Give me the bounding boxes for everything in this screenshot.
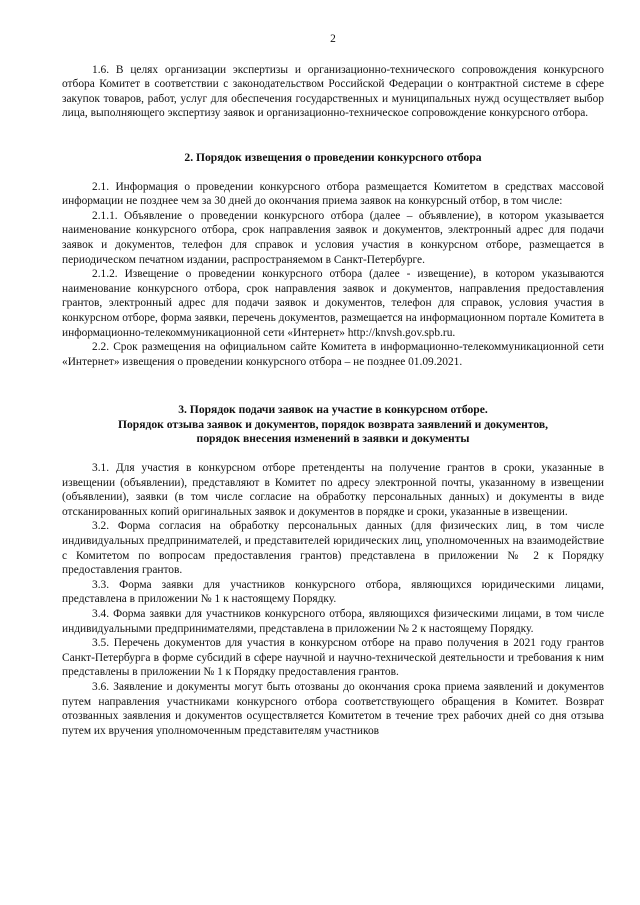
section-3-title-line-1: 3. Порядок подачи заявок на участие в конкурсном отборе. xyxy=(178,403,488,417)
paragraph-3-2: 3.2. Форма согласия на обработку персональных данных (для физических лиц, в том числе индивидуальных предпринимателей, и представителей юридических лиц, уполномоченных на взаимодействие с Комитетом по вопросам предоставления грантов) представлена в приложении № 2 к Порядку предоставления грантов. xyxy=(62,520,604,577)
section-2-title: 2. Порядок извещения о проведении конкурсного отбора xyxy=(184,150,482,164)
section-3-title xyxy=(62,403,604,447)
paragraph-2-1: 2.1. Информация о проведении конкурсного отбора размещается Комитетом в средствах массовой информации не позднее чем за 30 дней до окончания приема заявок на конкурсный отбор, в том числе: xyxy=(62,180,604,208)
paragraph-3-1: 3.1. Для участия в конкурсном отборе претенденты на получение грантов в сроки, указанные в извещении (объявлении), представляют в Комитет по адресу электронной почты, указанному в извещении (объявлении), заявки (в том числе согласие на обработку персональных данных) и документы в виде отсканированных копий оригинальных заявок и документов в порядке и сроки, указанные в извещении. xyxy=(62,462,604,518)
page-number: 2 xyxy=(330,33,336,45)
paragraph-2-1-2: 2.1.2. Извещение о проведении конкурсного отбора (далее - извещение), в котором указываются наименование конкурсного отбора, срок направления заявок и документов, направления предоставления грантов, электронный адрес для подачи заявок и документов, телефон для справок, условия участия в конкурсном отборе, форма заявки, перечень документов, размещается на информационном портале Комитета в информационно-телекоммуникационной сети «Интернет» http://knvsh.gov.spb.ru. xyxy=(62,268,604,339)
document-page xyxy=(62,32,604,738)
paragraph-3-6: 3.6. Заявление и документы могут быть отозваны до окончания срока приема заявлений и документов путем направления участниками конкурсного отбора соответствующего обращения в Комитет. Возврат отозванных заявления и документов осуществляется Комитетом в течение трех рабочих дней со дня отзыва путем их вручения уполномоченным представителям участников xyxy=(62,680,604,737)
paragraph-3-4: 3.4. Форма заявки для участников конкурсного отбора, являющихся физическими лицами, в том числе индивидуальными предпринимателями, представлена в приложении № 2 к настоящему Порядку. xyxy=(62,608,604,635)
paragraph-2-1-1: 2.1.1. Объявление о проведении конкурсного отбора (далее – объявление), в котором указывается наименование конкурсного отбора, срок направления заявок и документов, электронный адрес для подачи заявок и документов, телефон для справок и условия участия в конкурсном отборе, размещается в периодическом печатном издании, распространяемом в Санкт-Петербурге. xyxy=(62,209,604,266)
paragraph-3-3: 3.3. Форма заявки для участников конкурсного отбора, являющихся юридическими лицами, представлена в приложении № 1 к настоящему Порядку. xyxy=(62,578,604,606)
paragraph-1-6: 1.6. В целях организации экспертизы и организационно-технического сопровождения конкурсного отбора Комитет в соответствии с законодательством Российской Федерации о контрактной системе в сфере закупок товаров, работ, услуг для обеспечения государственных и муниципальных нужд осуществляет выбор лица, выполняющего экспертизу заявок и организационно-техническое сопровождение конкурсного отбора. xyxy=(62,63,604,120)
section-3-title-line-3: порядок внесения изменений в заявки и документы xyxy=(196,432,470,446)
paragraph-3-5: 3.5. Перечень документов для участия в конкурсном отборе на право получения в 2021 году грантов Санкт-Петербурга в форме субсидий в сфере научной и научно-технической деятельности и требования к ним представлены в приложении № 1 к Порядку предоставления грантов. xyxy=(62,637,604,679)
section-3-title-line-2: Порядок отзыва заявок и документов, порядок возврата заявлений и документов, xyxy=(117,417,548,431)
paragraph-2-2: 2.2. Срок размещения на официальном сайте Комитета в информационно-телекоммуникационной сети «Интернет» извещения о проведении конкурсного отбора – не позднее 01.09.2021. xyxy=(62,341,604,368)
